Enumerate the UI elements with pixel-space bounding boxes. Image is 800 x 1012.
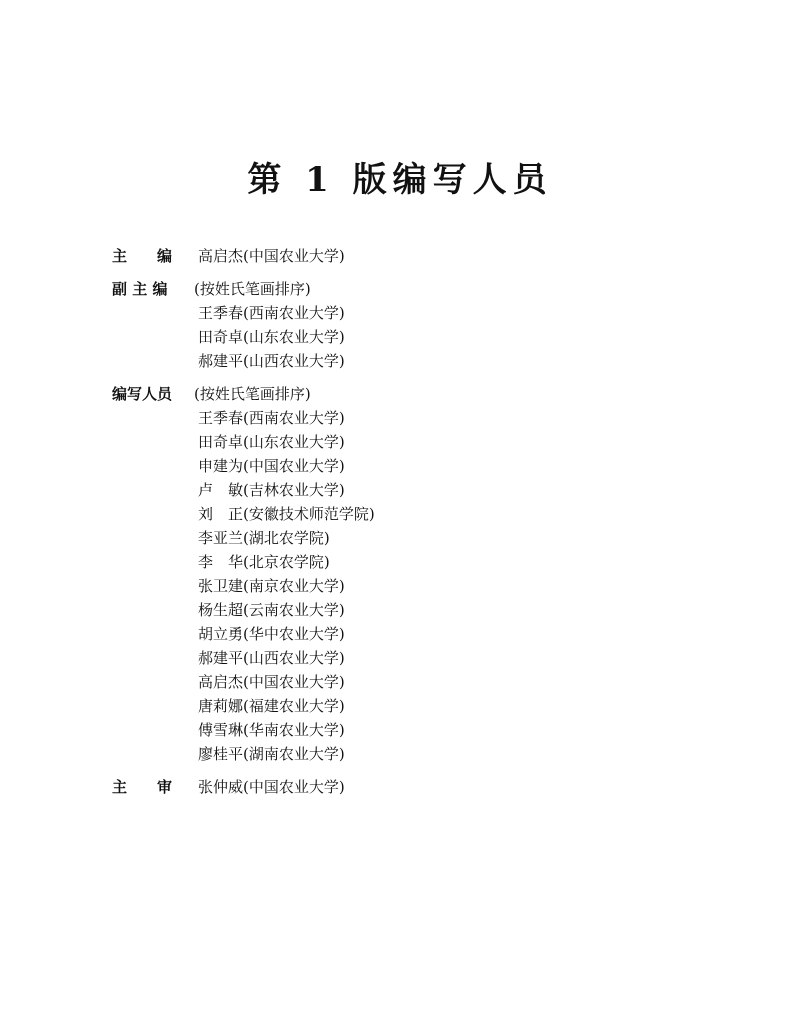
name-list xyxy=(198,244,712,268)
role-label: 编写人员 xyxy=(112,385,173,403)
name-list xyxy=(194,277,712,373)
person-entry: 傅雪琳(华南农业大学) xyxy=(198,721,345,739)
section-chief-editor xyxy=(112,244,712,268)
section-deputy-editors xyxy=(112,277,712,373)
person-entry: 杨生超(云南农业大学) xyxy=(198,601,345,619)
ordering-note: (按姓氏笔画排序) xyxy=(194,280,311,298)
person-entry: 唐莉娜(福建农业大学) xyxy=(198,697,345,715)
person-entry: 王季春(西南农业大学) xyxy=(198,304,345,322)
name-list xyxy=(194,382,712,766)
name-list xyxy=(198,775,712,799)
person-entry: 田奇卓(山东农业大学) xyxy=(198,328,345,346)
person-entry: 李 华(北京农学院) xyxy=(198,553,330,571)
person-entry: 廖桂平(湖南农业大学) xyxy=(198,745,345,763)
role-label: 主 审 xyxy=(112,778,173,796)
person-entry: 张卫建(南京农业大学) xyxy=(198,577,345,595)
person-entry: 高启杰(中国农业大学) xyxy=(198,247,345,265)
person-entry: 申建为(中国农业大学) xyxy=(198,457,345,475)
person-entry: 刘 正(安徽技术师范学院) xyxy=(198,505,375,523)
person-entry: 张仲威(中国农业大学) xyxy=(198,778,345,796)
role-label: 主 编 xyxy=(112,247,173,265)
section-writers xyxy=(112,382,712,766)
person-entry: 郝建平(山西农业大学) xyxy=(198,352,345,370)
person-entry: 高启杰(中国农业大学) xyxy=(198,673,345,691)
ordering-note: (按姓氏笔画排序) xyxy=(194,385,311,403)
page-title: 第 1 版编写人员 xyxy=(247,160,553,200)
person-entry: 胡立勇(华中农业大学) xyxy=(198,625,345,643)
person-entry: 郝建平(山西农业大学) xyxy=(198,649,345,667)
person-entry: 王季春(西南农业大学) xyxy=(198,409,345,427)
role-label: 副 主 编 xyxy=(112,280,168,298)
staff-list xyxy=(112,244,712,808)
person-entry: 田奇卓(山东农业大学) xyxy=(198,433,345,451)
section-chief-reviewer xyxy=(112,775,712,799)
person-entry: 李亚兰(湖北农学院) xyxy=(198,529,330,547)
person-entry: 卢 敏(吉林农业大学) xyxy=(198,481,345,499)
